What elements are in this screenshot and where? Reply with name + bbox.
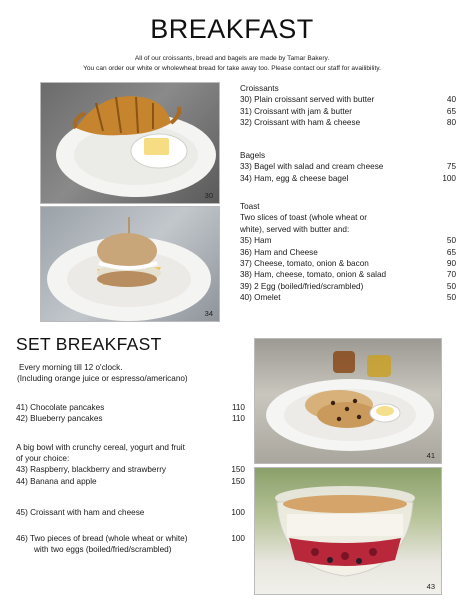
set-intro-line-2: (Including orange juice or espresso/americano) — [17, 374, 188, 384]
set-breakfast-title: SET BREAKFAST — [16, 334, 162, 354]
item-price: 90 — [446, 259, 456, 269]
menu-item-44 — [16, 476, 245, 487]
item-price: 65 — [446, 247, 456, 257]
item-name-line-2: with two eggs (boiled/fried/scrambled) — [34, 545, 172, 555]
item-price: 110 — [231, 403, 245, 412]
item-name: 39) 2 Egg (boiled/fried/scrambled) — [240, 281, 364, 291]
item-price: 110 — [231, 414, 245, 424]
item-name: 37) Cheese, tomato, onion & bacon — [240, 259, 369, 269]
yogurt-bowl-photo — [254, 467, 442, 595]
pancakes-illustration — [255, 339, 441, 463]
item-price: 100 — [231, 508, 245, 517]
item-name: 33) Bagel with salad and cream cheese — [240, 162, 384, 172]
menu-item-32 — [240, 117, 456, 128]
photo-number-41: 41 — [426, 451, 435, 460]
item-price: 50 — [446, 281, 456, 291]
menu-item-38 — [240, 269, 456, 280]
menu-item-30 — [240, 94, 456, 105]
menu-item-33 — [240, 161, 456, 172]
item-name: 44) Banana and apple — [16, 476, 97, 486]
item-price: 80 — [446, 118, 456, 128]
croissants-section — [240, 83, 456, 129]
toast-description-1: Two slices of toast (whole wheat or — [240, 213, 367, 223]
item-price: 100 — [231, 534, 245, 543]
pancakes-section — [16, 402, 245, 424]
item-price: 50 — [446, 236, 456, 246]
menu-item-37 — [240, 258, 456, 269]
bagel-photo — [40, 206, 220, 322]
intro-line-2: You can order our white or wholewheat bread for take away too. Please contact our staff for availibility. — [83, 65, 381, 72]
item-name: 41) Chocolate pancakes — [16, 403, 105, 412]
item-name-line-1: 46) Two pieces of bread (whole wheat or white) — [16, 534, 188, 543]
menu-item-31 — [240, 106, 456, 117]
pancakes-photo — [254, 338, 442, 464]
menu-item-42 — [16, 413, 245, 424]
photo-number-34: 34 — [204, 309, 213, 318]
item-price: 65 — [446, 106, 456, 116]
set-breakfast-intro — [19, 362, 248, 384]
photo-number-30: 30 — [204, 191, 213, 200]
photo-number-43: 43 — [426, 582, 435, 591]
item-name: 31) Croissant with jam & butter — [240, 106, 352, 116]
menu-item-34 — [240, 173, 456, 184]
toast-section — [240, 201, 456, 304]
intro-line-1: All of our croissants, bread and bagels are made by Tamar Bakery. — [134, 55, 330, 62]
item-name: 38) Ham, cheese, tomato, onion & salad — [240, 270, 387, 280]
croissant-illustration — [41, 83, 219, 203]
item-name: 32) Croissant with ham & cheese — [240, 118, 361, 128]
item-price: 40 — [446, 95, 456, 105]
item-name: 42) Blueberry pancakes — [16, 414, 103, 424]
toast-heading: Toast — [240, 202, 260, 211]
item-price: 50 — [446, 293, 456, 303]
item-price: 150 — [231, 476, 245, 486]
bagels-heading: Bagels — [240, 151, 266, 160]
menu-item-39 — [240, 281, 456, 292]
menu-item-45 — [16, 507, 245, 518]
bowl-section — [16, 442, 245, 487]
set-intro-line-1: Every morning till 12 o'clock. — [19, 363, 123, 372]
croissants-heading: Croissants — [240, 84, 279, 93]
bagel-illustration — [41, 207, 219, 321]
item-price: 70 — [446, 270, 456, 280]
menu-item-36 — [240, 247, 456, 258]
bagels-section — [240, 150, 456, 184]
item-price: 100 — [442, 173, 456, 183]
menu-item-46 — [16, 533, 245, 555]
item-name: 43) Raspberry, blackberry and strawberry — [16, 465, 167, 475]
item-name: 34) Ham, egg & cheese bagel — [240, 173, 349, 183]
toast-description-2: white), served with butter and: — [240, 224, 350, 234]
item-price: 75 — [446, 162, 456, 172]
croissant-photo — [40, 82, 220, 204]
item-name: 45) Croissant with ham and cheese — [16, 508, 145, 517]
menu-item-40 — [240, 292, 456, 303]
item-name: 40) Omelet — [240, 293, 281, 303]
item-price: 150 — [231, 465, 245, 475]
menu-item-41 — [16, 402, 245, 413]
menu-item-43 — [16, 464, 245, 475]
item-name: 30) Plain croissant served with butter — [240, 95, 375, 105]
item-name: 36) Ham and Cheese — [240, 247, 318, 257]
page-title: BREAKFAST — [150, 14, 314, 44]
bowl-description-2: of your choice: — [16, 454, 70, 464]
bowl-description-1: A big bowl with crunchy cereal, yogurt and fruit — [16, 443, 185, 452]
menu-item-35 — [240, 235, 456, 246]
item-name: 35) Ham — [240, 236, 272, 246]
yogurt-bowl-illustration — [255, 468, 441, 594]
